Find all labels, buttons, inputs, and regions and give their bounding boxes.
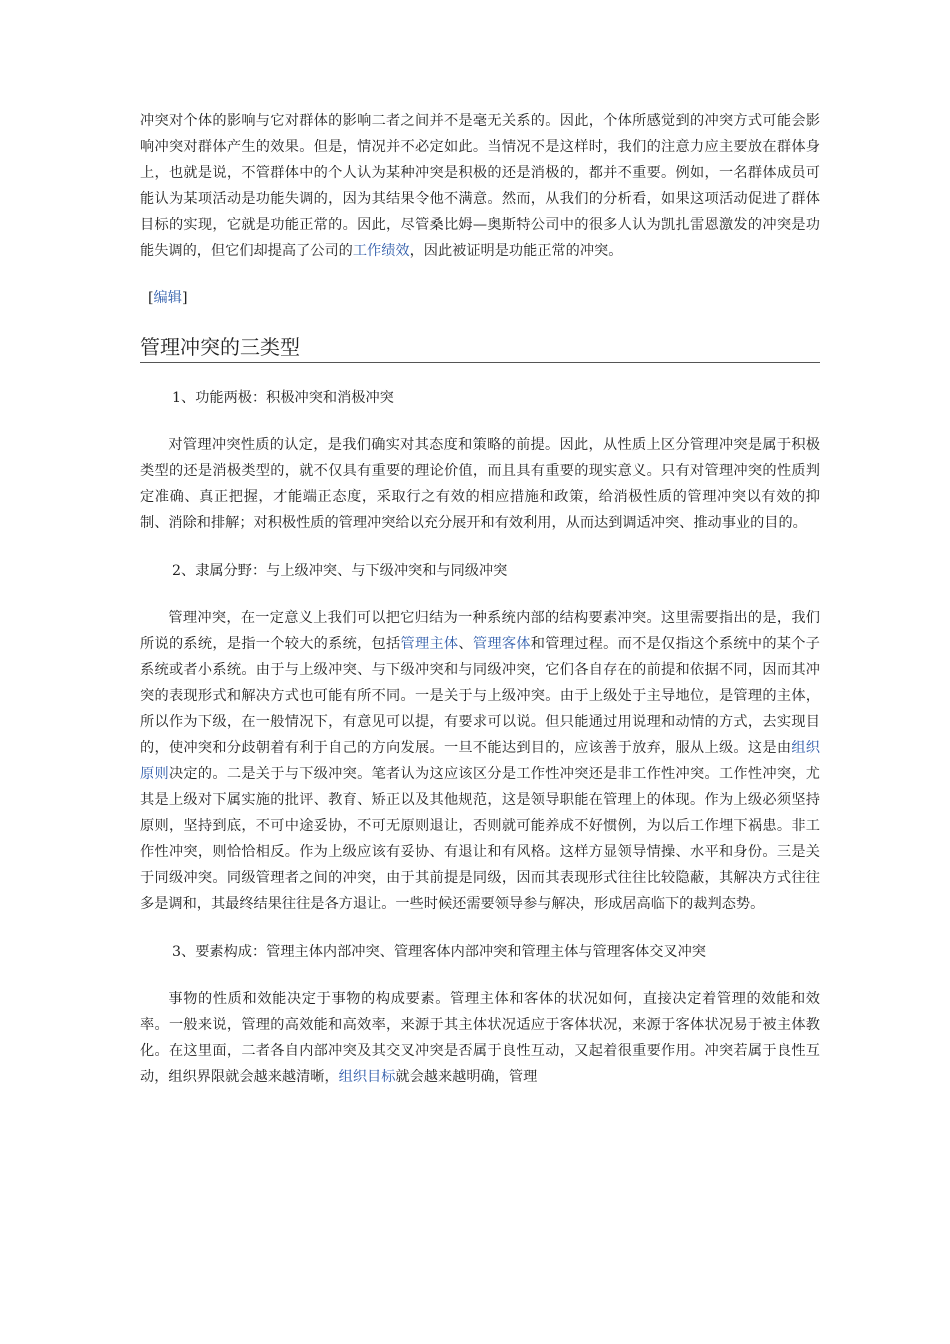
edit-section [140, 286, 820, 310]
link-organization-goal[interactable]: 组织目标 [338, 1069, 396, 1085]
intro-text: 冲突对个体的影响与它对群体的影响二者之间并不是毫无关系的。因此，个体所感觉到的冲突方式可能会影响冲突对群体产生的效果。但是，情况并不必定如此。当情况不是这样时，我们的注意力应主要放在群体身上，也就是说，不管群体中的个人认为某种冲突是积极的还是消极的，都并不重要。例如，一名群体成员可能认为某项活动是功能失调的，因为其结果令他不满意。然而，从我们的分析看，如果这项活动促进了群体目标的实现，它就是功能正常的。因此，尽管桑比姆—奥斯特公司中的很多人认为凯扎雷恩激发的冲突是功能失调的，但它们却提高了公司的 [140, 113, 820, 259]
item3-text-b: 就会越来越明确，管理 [395, 1069, 538, 1085]
bracket-open: [ [148, 290, 154, 306]
article-body [140, 108, 820, 1090]
item2-text-c: 决定的。二是关于与下级冲突。笔者认为这应该区分是工作性冲突还是非工作性冲突。工作性冲突，尤其是上级对下属实施的批评、教育、矫正以及其他规范，这是领导职能在管理上的体现。作为上级必须坚持原则，坚持到底，不可中途妥协，不可无原则退让，否则就可能养成不好惯例，为以后工作埋下祸患。非工作性冲突，则恰恰相反。作为上级应该有妥协、有退让和有风格。这样方显领导情操、水平和身份。三是关于同级冲突。同级管理者之间的冲突，由于其前提是同级，因而其表现形式往往比较隐蔽，其解决方式往往多是调和，其最终结果往往是各方退让。一些时候还需要领导参与解决，形成居高临下的裁判态势。 [140, 766, 820, 912]
item3-text-a: 事物的性质和效能决定于事物的构成要素。管理主体和客体的状况如何，直接决定着管理的效能和效率。一般来说，管理的高效能和高效率，来源于其主体状况适应于客体状况，来源于客体状况易于被主体教化。在这里面，二者各自内部冲突及其交叉冲突是否属于良性互动，又起着很重要作用。冲突若属于良性互动，组织界限就会越来越清晰， [140, 991, 820, 1085]
item3-body [140, 986, 820, 1090]
intro-text-end: ，因此被证明是功能正常的冲突。 [409, 243, 623, 259]
item2-text-a: 管理冲突，在一定意义上我们可以把它归结为一种系统内部的结构要素冲突。这里需要指出的是，我们所说的系统，是指一个较大的系统，包括 [140, 610, 820, 652]
edit-link[interactable]: 编辑 [153, 290, 182, 306]
link-management-subject[interactable]: 管理主体 [400, 636, 459, 652]
item1-body: 对管理冲突性质的认定，是我们确实对其态度和策略的前提。因此，从性质上区分管理冲突是属于积极类型的还是消极类型的，就不仅具有重要的理论价值，而且具有重要的现实意义。只有对管理冲突的性质判定准确、真正把握，才能端正态度，采取行之有效的相应措施和政策，给消极性质的管理冲突以有效的抑制、消除和排解；对积极性质的管理冲突给以充分展开和有效利用，从而达到调适冲突、推动事业的目的。 [140, 437, 820, 531]
item2-sep: 、 [458, 636, 473, 652]
item3-heading: 3、要素构成：管理主体内部冲突、管理客体内部冲突和管理主体与管理客体交叉冲突 [172, 944, 706, 960]
item2-body [140, 605, 820, 917]
link-organization-principle[interactable]: 组织原则 [140, 740, 820, 782]
link-work-performance[interactable]: 工作绩效 [352, 243, 410, 259]
bracket-close: ] [181, 290, 188, 306]
section-title: 管理冲突的三类型 [140, 332, 820, 363]
item2-heading: 2、隶属分野：与上级冲突、与下级冲突和与同级冲突 [172, 563, 508, 579]
item2-text-b: 和管理过程。而不是仅指这个系统中的某个子系统或者小系统。由于与上级冲突、与下级冲突和与同级冲突，它们各自存在的前提和依据不同，因而其冲突的表现形式和解决方式也可能有所不同。一是关于与上级冲突。由于上级处于主导地位，是管理的主体，所以作为下级，在一般情况下，有意见可以提，有要求可以说。但只能通过用说理和动情的方式，去实现目的，使冲突和分歧朝着有利于自己的方向发展。一旦不能达到目的，应该善于放弃，服从上级。这是由 [140, 636, 820, 756]
item1-heading: 1、功能两极：积极冲突和消极冲突 [172, 390, 394, 406]
intro-paragraph [140, 108, 820, 264]
link-management-object[interactable]: 管理客体 [472, 636, 531, 652]
